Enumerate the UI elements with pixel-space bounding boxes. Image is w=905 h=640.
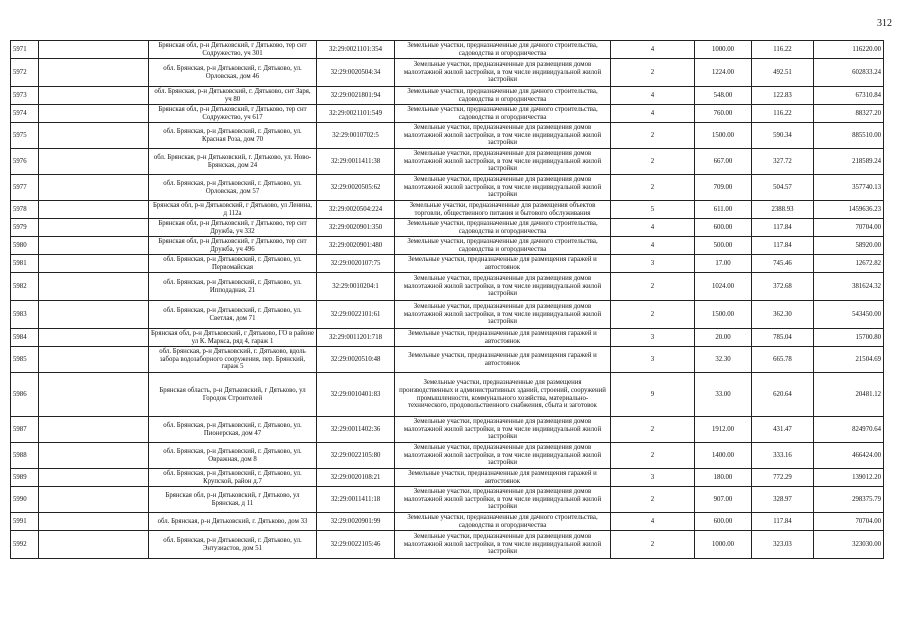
cadastral-number-cell: 32:29:0021801:94 [317, 87, 395, 105]
specific-value-cell: 117.84 [752, 219, 814, 237]
table-row [11, 59, 884, 87]
cadastral-number-cell: 32:29:0021101:354 [317, 41, 395, 59]
land-use-cell: Земельные участки, предназначенные для размещения домов малоэтажной жилой застройки, в том числе индивидуальной жилой застройки [395, 273, 611, 301]
table-row [11, 469, 884, 487]
cadastral-number-cell: 32:29:0022101:61 [317, 301, 395, 329]
land-use-cell: Земельные участки, предназначенные для размещения домов малоэтажной жилой застройки, в том числе индивидуальной жилой застройки [395, 123, 611, 149]
table-row [11, 123, 884, 149]
use-group-cell: 3 [611, 329, 695, 347]
cadastral-value-table [10, 40, 884, 559]
row-number: 5981 [11, 255, 39, 273]
spacer-cell [39, 219, 149, 237]
area-cell: 1024.00 [695, 273, 752, 301]
area-cell: 500.00 [695, 237, 752, 255]
table-row [11, 301, 884, 329]
spacer-cell [39, 487, 149, 513]
cadastral-number-cell: 32:29:0020901:99 [317, 513, 395, 531]
land-use-cell: Земельные участки, предназначенные для размещения домов малоэтажной жилой застройки, в том числе индивидуальной жилой застройки [395, 175, 611, 201]
land-use-cell: Земельные участки, предназначенные для размещения домов малоэтажной жилой застройки, в том числе индивидуальной жилой застройки [395, 443, 611, 469]
table-row [11, 105, 884, 123]
use-group-cell: 4 [611, 41, 695, 59]
table-row [11, 417, 884, 443]
spacer-cell [39, 347, 149, 373]
cadastral-value-cell: 824970.64 [814, 417, 884, 443]
address-cell: Брянская обл, р-н Дятьковский, г Дятьково, тер снт Дружба, уч 332 [149, 219, 317, 237]
row-number: 5982 [11, 273, 39, 301]
use-group-cell: 2 [611, 149, 695, 175]
table-row [11, 329, 884, 347]
cadastral-value-cell: 1459636.23 [814, 201, 884, 219]
address-cell: обл. Брянская, р-н Дятьковский, г. Дятьково, ул. Первомайская [149, 255, 317, 273]
address-cell: обл. Брянская, р-н Дятьковский, г. Дятьково, ул. Ипподадная, 21 [149, 273, 317, 301]
specific-value-cell: 323.03 [752, 531, 814, 559]
cadastral-value-cell: 357740.13 [814, 175, 884, 201]
address-cell: Брянская обл, р-н Дятьковский, г Дятьково, тер снт Содружество, уч 617 [149, 105, 317, 123]
address-cell: обл. Брянская, р-н Дятьковский, г. Дятьково, ул. Красная Роза, дом 70 [149, 123, 317, 149]
area-cell: 760.00 [695, 105, 752, 123]
address-cell: обл. Брянская, р-н Дятьковский, г. Дятьково, ул. Энтузиастов, дом 51 [149, 531, 317, 559]
use-group-cell: 3 [611, 347, 695, 373]
area-cell: 600.00 [695, 513, 752, 531]
area-cell: 600.00 [695, 219, 752, 237]
use-group-cell: 5 [611, 201, 695, 219]
table-row [11, 487, 884, 513]
use-group-cell: 2 [611, 273, 695, 301]
land-use-cell: Земельные участки, предназначенные для размещения гаражей и автостоянок [395, 347, 611, 373]
address-cell: обл. Брянская, р-н Дятьковский, г. Дятьково, ул. Крупской, район д.7 [149, 469, 317, 487]
cadastral-number-cell: 32:29:0020901:350 [317, 219, 395, 237]
use-group-cell: 4 [611, 237, 695, 255]
cadastral-value-cell: 15700.80 [814, 329, 884, 347]
area-cell: 709.00 [695, 175, 752, 201]
cadastral-number-cell: 32:29:0020504:34 [317, 59, 395, 87]
specific-value-cell: 362.30 [752, 301, 814, 329]
cadastral-value-cell: 88327.20 [814, 105, 884, 123]
table-row [11, 531, 884, 559]
cadastral-number-cell: 32:29:0020901:480 [317, 237, 395, 255]
cadastral-value-cell: 885510.00 [814, 123, 884, 149]
address-cell: Брянская область, р-н Дятьковский, г Дятьково, ул Городок Строителей [149, 373, 317, 417]
specific-value-cell: 117.84 [752, 513, 814, 531]
cadastral-number-cell: 32:29:0010702:5 [317, 123, 395, 149]
use-group-cell: 2 [611, 531, 695, 559]
cadastral-value-cell: 602833.24 [814, 59, 884, 87]
cadastral-number-cell: 32:29:0020107:75 [317, 255, 395, 273]
area-cell: 33.00 [695, 373, 752, 417]
table-row [11, 41, 884, 59]
cadastral-value-cell: 381624.32 [814, 273, 884, 301]
row-number: 5987 [11, 417, 39, 443]
specific-value-cell: 785.04 [752, 329, 814, 347]
specific-value-cell: 116.22 [752, 41, 814, 59]
table-row [11, 373, 884, 417]
page-number: 312 [877, 18, 892, 29]
cadastral-number-cell: 32:29:0011411:38 [317, 149, 395, 175]
spacer-cell [39, 443, 149, 469]
land-use-cell: Земельные участки, предназначенные для размещения гаражей и автостоянок [395, 469, 611, 487]
row-number: 5978 [11, 201, 39, 219]
table-row [11, 219, 884, 237]
cadastral-number-cell: 32:29:0022105:46 [317, 531, 395, 559]
address-cell: Брянская обл, р-н Дятьковский, г Дятьково, ул Брянская, д 11 [149, 487, 317, 513]
use-group-cell: 2 [611, 487, 695, 513]
area-cell: 1500.00 [695, 123, 752, 149]
area-cell: 17.00 [695, 255, 752, 273]
specific-value-cell: 492.51 [752, 59, 814, 87]
spacer-cell [39, 373, 149, 417]
land-use-cell: Земельные участки, предназначенные для размещения гаражей и автостоянок [395, 255, 611, 273]
table-row [11, 149, 884, 175]
spacer-cell [39, 329, 149, 347]
spacer-cell [39, 273, 149, 301]
row-number: 5979 [11, 219, 39, 237]
row-number: 5992 [11, 531, 39, 559]
cadastral-value-cell: 70704.00 [814, 219, 884, 237]
use-group-cell: 3 [611, 255, 695, 273]
land-use-cell: Земельные участки, предназначенные для дачного строительства, садоводства и огородничества [395, 237, 611, 255]
specific-value-cell: 117.84 [752, 237, 814, 255]
use-group-cell: 4 [611, 513, 695, 531]
land-use-cell: Земельные участки, предназначенные для размещения объектов торговли, общественного питания и бытового обслуживания [395, 201, 611, 219]
area-cell: 1400.00 [695, 443, 752, 469]
area-cell: 20.00 [695, 329, 752, 347]
cadastral-value-cell: 298375.79 [814, 487, 884, 513]
area-cell: 667.00 [695, 149, 752, 175]
cadastral-value-cell: 116220.00 [814, 41, 884, 59]
row-number: 5988 [11, 443, 39, 469]
specific-value-cell: 665.78 [752, 347, 814, 373]
address-cell: обл. Брянская, р-н Дятьковский, г. Дятьково, ул. Овражная, дом 8 [149, 443, 317, 469]
use-group-cell: 9 [611, 373, 695, 417]
specific-value-cell: 620.64 [752, 373, 814, 417]
cadastral-number-cell: 32:29:0010204:1 [317, 273, 395, 301]
land-use-cell: Земельные участки, предназначенные для дачного строительства, садоводства и огородничества [395, 105, 611, 123]
cadastral-number-cell: 32:29:0011411:18 [317, 487, 395, 513]
land-use-cell: Земельные участки, предназначенные для размещения домов малоэтажной жилой застройки, в том числе индивидуальной жилой застройки [395, 531, 611, 559]
specific-value-cell: 431.47 [752, 417, 814, 443]
cadastral-value-cell: 20481.12 [814, 373, 884, 417]
specific-value-cell: 327.72 [752, 149, 814, 175]
land-use-cell: Земельные участки, предназначенные для дачного строительства, садоводства и огородничества [395, 87, 611, 105]
spacer-cell [39, 201, 149, 219]
spacer-cell [39, 531, 149, 559]
land-use-cell: Земельные участки, предназначенные для размещения домов малоэтажной жилой застройки, в том числе индивидуальной жилой застройки [395, 487, 611, 513]
specific-value-cell: 504.57 [752, 175, 814, 201]
specific-value-cell: 122.83 [752, 87, 814, 105]
use-group-cell: 2 [611, 123, 695, 149]
use-group-cell: 2 [611, 417, 695, 443]
area-cell: 1912.00 [695, 417, 752, 443]
row-number: 5977 [11, 175, 39, 201]
spacer-cell [39, 513, 149, 531]
address-cell: Брянская обл, р-н Дятьковский, г Дятьково, ул Ленина, д 112а [149, 201, 317, 219]
row-number: 5974 [11, 105, 39, 123]
cadastral-number-cell: 32:29:0020505:62 [317, 175, 395, 201]
cadastral-value-cell: 139012.20 [814, 469, 884, 487]
address-cell: обл. Брянская, р-н Дятьковский, г. Дятьково, ул. Орловская, дом 46 [149, 59, 317, 87]
spacer-cell [39, 41, 149, 59]
table-row [11, 201, 884, 219]
cadastral-value-cell: 218589.24 [814, 149, 884, 175]
specific-value-cell: 2388.93 [752, 201, 814, 219]
address-cell: обл. Брянская, р-н Дятьковский, г. Дятьково, ул. Светлая, дом 71 [149, 301, 317, 329]
row-number: 5975 [11, 123, 39, 149]
specific-value-cell: 328.97 [752, 487, 814, 513]
area-cell: 548.00 [695, 87, 752, 105]
cadastral-number-cell: 32:29:0010401:83 [317, 373, 395, 417]
spacer-cell [39, 237, 149, 255]
land-use-cell: Земельные участки, предназначенные для размещения гаражей и автостоянок [395, 329, 611, 347]
address-cell: обл. Брянская, р-н Дятьковский, г. Дятьково, ул. Пионерская, дом 47 [149, 417, 317, 443]
table-row [11, 175, 884, 201]
specific-value-cell: 116.22 [752, 105, 814, 123]
table-row [11, 347, 884, 373]
cadastral-value-cell: 67310.84 [814, 87, 884, 105]
use-group-cell: 3 [611, 469, 695, 487]
cadastral-number-cell: 32:29:0011201:718 [317, 329, 395, 347]
specific-value-cell: 590.34 [752, 123, 814, 149]
use-group-cell: 4 [611, 87, 695, 105]
cadastral-value-cell: 21504.69 [814, 347, 884, 373]
use-group-cell: 4 [611, 105, 695, 123]
address-cell: обл. Брянская, р-н Дятьковский, г. Дятьково, снт Заря, уч 80 [149, 87, 317, 105]
use-group-cell: 2 [611, 175, 695, 201]
cadastral-number-cell: 32:29:0020504:224 [317, 201, 395, 219]
land-use-cell: Земельные участки, предназначенные для дачного строительства, садоводства и огородничества [395, 41, 611, 59]
cadastral-value-cell: 543450.00 [814, 301, 884, 329]
row-number: 5989 [11, 469, 39, 487]
row-number: 5984 [11, 329, 39, 347]
spacer-cell [39, 105, 149, 123]
cadastral-value-cell: 466424.00 [814, 443, 884, 469]
row-number: 5985 [11, 347, 39, 373]
area-cell: 1000.00 [695, 41, 752, 59]
specific-value-cell: 372.68 [752, 273, 814, 301]
use-group-cell: 4 [611, 219, 695, 237]
address-cell: обл. Брянская, р-н Дятьковский, г. Дятьково, ул. Орловская, дом 57 [149, 175, 317, 201]
cadastral-value-cell: 58920.00 [814, 237, 884, 255]
area-cell: 1224.00 [695, 59, 752, 87]
row-number: 5986 [11, 373, 39, 417]
use-group-cell: 2 [611, 301, 695, 329]
table-body [11, 41, 884, 559]
spacer-cell [39, 149, 149, 175]
area-cell: 611.00 [695, 201, 752, 219]
cadastral-number-cell: 32:29:0020510:48 [317, 347, 395, 373]
spacer-cell [39, 255, 149, 273]
cadastral-value-cell: 70704.00 [814, 513, 884, 531]
cadastral-number-cell: 32:29:0011402:36 [317, 417, 395, 443]
spacer-cell [39, 123, 149, 149]
address-cell: Брянская обл, р-н Дятьковский, г Дятьково, ГО в районе ул К. Маркса, ряд 4, гараж 1 [149, 329, 317, 347]
row-number: 5971 [11, 41, 39, 59]
use-group-cell: 2 [611, 59, 695, 87]
row-number: 5983 [11, 301, 39, 329]
land-use-cell: Земельные участки, предназначенные для размещения домов малоэтажной жилой застройки, в том числе индивидуальной жилой застройки [395, 59, 611, 87]
land-use-cell: Земельные участки, предназначенные для размещения производственных и административных зданий, строений, сооружений промышленности, коммунального хозяйства, материально-технического, продовольственного снабжения, сбыта и заготовок [395, 373, 611, 417]
row-number: 5991 [11, 513, 39, 531]
spacer-cell [39, 417, 149, 443]
address-cell: Брянская обл, р-н Дятьковский, г Дятьково, тер снт Дружба, уч 496 [149, 237, 317, 255]
table-row [11, 87, 884, 105]
table-row [11, 513, 884, 531]
row-number: 5972 [11, 59, 39, 87]
specific-value-cell: 772.29 [752, 469, 814, 487]
row-number: 5973 [11, 87, 39, 105]
use-group-cell: 2 [611, 443, 695, 469]
area-cell: 1000.00 [695, 531, 752, 559]
land-use-cell: Земельные участки, предназначенные для размещения домов малоэтажной жилой застройки, в том числе индивидуальной жилой застройки [395, 301, 611, 329]
table-row [11, 273, 884, 301]
address-cell: обл. Брянская, р-н Дятьковский, г. Дятьково, дом 33 [149, 513, 317, 531]
area-cell: 907.00 [695, 487, 752, 513]
row-number: 5990 [11, 487, 39, 513]
table-row [11, 443, 884, 469]
spacer-cell [39, 87, 149, 105]
address-cell: Брянская обл, р-н Дятьковский, г Дятьково, тер снт Содружество, уч 301 [149, 41, 317, 59]
land-use-cell: Земельные участки, предназначенные для размещения домов малоэтажной жилой застройки, в том числе индивидуальной жилой застройки [395, 149, 611, 175]
land-use-cell: Земельные участки, предназначенные для дачного строительства, садоводства и огородничества [395, 513, 611, 531]
specific-value-cell: 745.46 [752, 255, 814, 273]
cadastral-number-cell: 32:29:0020108:21 [317, 469, 395, 487]
spacer-cell [39, 175, 149, 201]
area-cell: 32.30 [695, 347, 752, 373]
area-cell: 1500.00 [695, 301, 752, 329]
spacer-cell [39, 469, 149, 487]
row-number: 5976 [11, 149, 39, 175]
address-cell: обл. Брянская, р-н Дятьковский, г. Дятьково, вдоль забора водозаборного сооружения, пер. Брянский, гараж 5 [149, 347, 317, 373]
cadastral-value-cell: 323030.00 [814, 531, 884, 559]
land-use-cell: Земельные участки, предназначенные для дачного строительства, садоводства и огородничества [395, 219, 611, 237]
cadastral-value-cell: 12672.82 [814, 255, 884, 273]
specific-value-cell: 333.16 [752, 443, 814, 469]
cadastral-number-cell: 32:29:0022105:80 [317, 443, 395, 469]
area-cell: 180.00 [695, 469, 752, 487]
row-number: 5980 [11, 237, 39, 255]
cadastral-number-cell: 32:29:0021101:549 [317, 105, 395, 123]
table-row [11, 237, 884, 255]
spacer-cell [39, 301, 149, 329]
address-cell: обл. Брянская, р-н Дятьковский, г. Дятьково, ул. Ново-Брянская, дом 24 [149, 149, 317, 175]
spacer-cell [39, 59, 149, 87]
table-row [11, 255, 884, 273]
land-use-cell: Земельные участки, предназначенные для размещения домов малоэтажной жилой застройки, в том числе индивидуальной жилой застройки [395, 417, 611, 443]
